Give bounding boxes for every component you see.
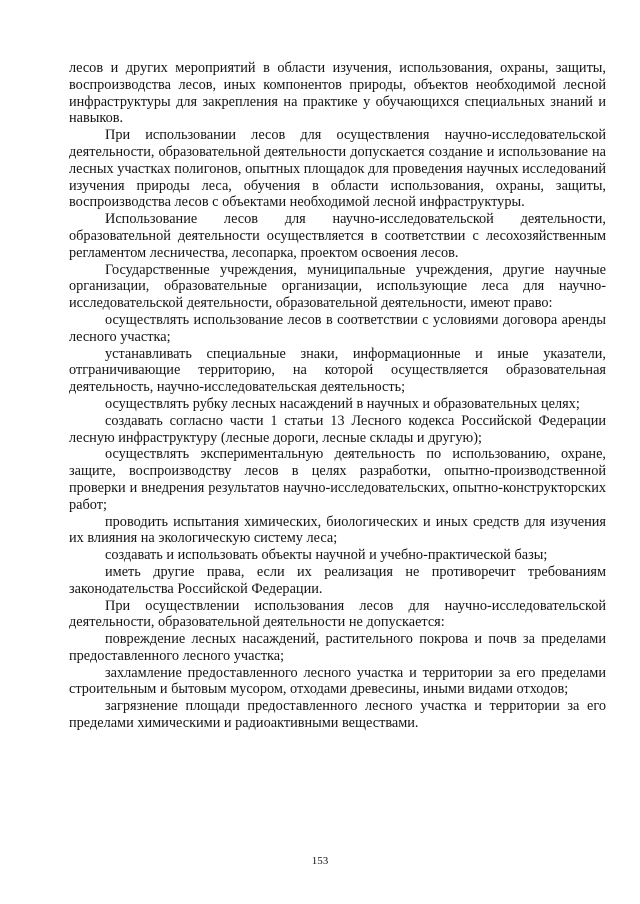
list-item: устанавливать специальные знаки, информационные и иные указатели, отграничивающие территорию, на которой осуществляется образовательная деятельность, научно-исследовательская деятельность; [69,345,606,396]
list-item: проводить испытания химических, биологических и иных средств для изучения их влияния на экологическую систему леса; [69,513,606,547]
list-item: осуществлять экспериментальную деятельность по использованию, охране, защите, воспроизводству лесов в целях разработки, опытно-производственной проверки и внедрения результатов научно-исследовательских, опытно-конструкторских работ; [69,446,606,513]
list-item: повреждение лесных насаждений, растительного покрова и почв за пределами предоставленного лесного участка; [69,631,606,664]
paragraph: Использование лесов для научно-исследовательской деятельности, образовательной деятельности осуществляется в соответствии с лесохозяйственным регламентом лесничества, лесопарка, проектом освоения лесов. [69,211,606,261]
list-item: осуществлять использование лесов в соответствии с условиями договора аренды лесного участка; [69,311,606,345]
paragraph: лесов и других мероприятий в области изучения, использования, охраны, защиты, воспроизводства лесов, иных компонентов природы, объектов необходимой лесной инфраструктуры для закрепления на практике у обучающихся специальных знаний и навыков. [69,60,606,127]
page-body [69,60,606,732]
list-item: создавать и использовать объекты научной и учебно-практической базы; [105,547,548,564]
list-item: загрязнение площади предоставленного лесного участка и территории за его пределами химическими и радиоактивными веществами. [69,698,606,732]
list-item: иметь другие права, если их реализация не противоречит требованиям законодательства Российской Федерации. [69,563,606,597]
list-item: создавать согласно части 1 статьи 13 Лесного кодекса Российской Федерации лесную инфраструктуру (лесные дороги, лесные склады и другую); [69,412,606,446]
paragraph: Государственные учреждения, муниципальные учреждения, другие научные организации, образовательные организации, использующие леса для научно-исследовательской деятельности, образовательной деятельности, имеют право: [69,261,606,312]
page-number: 153 [311,855,329,867]
paragraph: При осуществлении использования лесов для научно-исследовательской деятельности, образовательной деятельности не допускается: [69,597,606,631]
list-item: осуществлять рубку лесных насаждений в научных и образовательных целях; [105,395,580,412]
paragraph: При использовании лесов для осуществления научно-исследовательской деятельности, образовательной деятельности допускается создание и использование на лесных участках полигонов, опытных площадок для проведения научных исследований изучения природы леса, обучения в области использования, охраны, защиты, воспроизводства лесов с объектами необходимой лесной инфраструктуры. [69,127,606,211]
list-item: захламление предоставленного лесного участка и территории за его пределами строительным и бытовым мусором, отходами древесины, иными видами отходов; [69,664,606,698]
